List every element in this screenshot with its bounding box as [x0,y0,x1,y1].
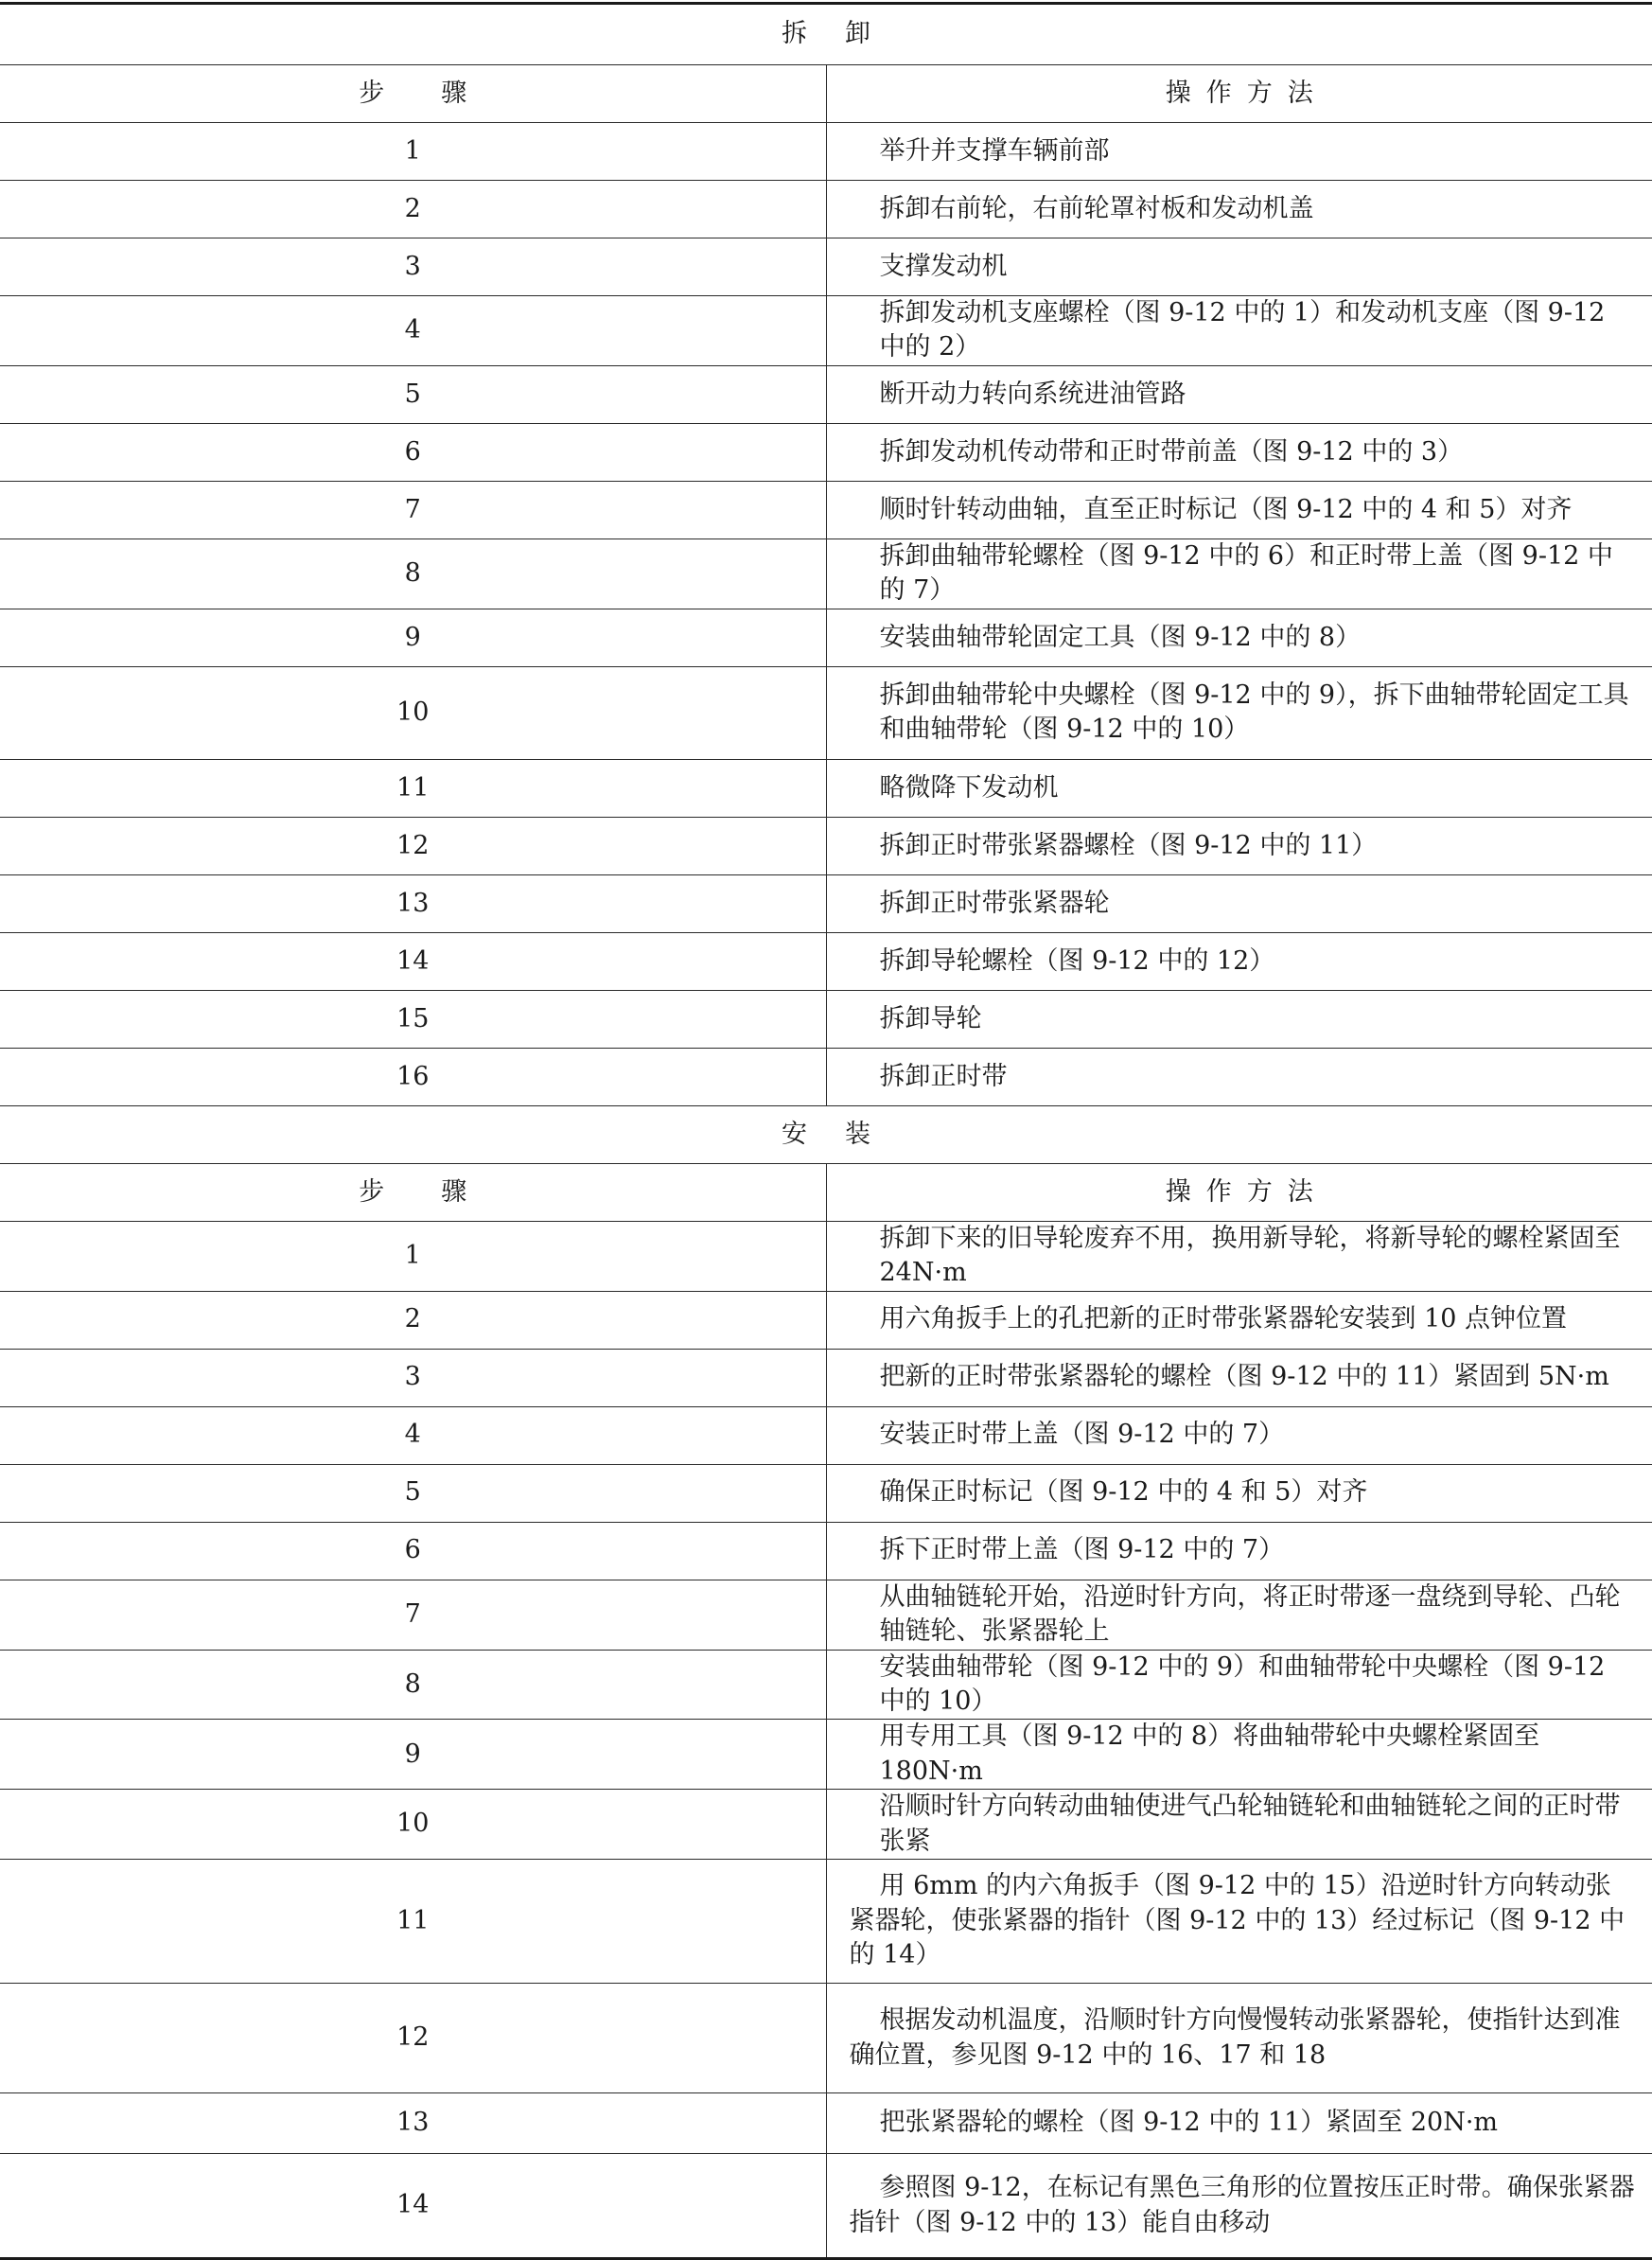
step-number: 1 [0,123,826,181]
table-row [0,609,1652,666]
step-text: 用 6mm 的内六角扳手（图 9-12 中的 15）沿逆时针方向转动张紧器轮，使张紧器的指针（图 9-12 中的 13）经过标记（图 9-12 中的 14） [826,1860,1652,1984]
table-row [0,2093,1652,2154]
procedure-table [0,2,1652,2260]
table-row [0,1464,1652,1522]
method-column-header: 操作方法 [826,1163,1652,1221]
section-title-installation: 安装 [0,1105,1652,1163]
step-number: 3 [0,238,826,296]
step-number: 12 [0,1984,826,2093]
step-number: 2 [0,181,826,238]
table-row [0,423,1652,481]
step-number: 9 [0,609,826,666]
step-text: 断开动力转向系统进油管路 [826,365,1652,423]
table-row [0,1406,1652,1464]
step-number: 14 [0,932,826,990]
table-row [0,539,1652,609]
table-row [0,759,1652,817]
step-number: 2 [0,1291,826,1349]
step-number: 12 [0,817,826,874]
step-text: 拆卸正时带张紧器轮 [826,874,1652,932]
table-row [0,666,1652,759]
table-row [0,481,1652,539]
step-text: 拆卸发动机传动带和正时带前盖（图 9-12 中的 3） [826,423,1652,481]
step-column-header: 步骤 [0,1163,826,1221]
step-number: 11 [0,1860,826,1984]
step-number: 7 [0,1580,826,1650]
step-number: 11 [0,759,826,817]
table-row [0,1221,1652,1291]
table-row [0,1860,1652,1984]
section-row-removal [0,4,1652,65]
table-row [0,1048,1652,1105]
table-row [0,238,1652,296]
step-text: 拆卸正时带张紧器螺栓（图 9-12 中的 11） [826,817,1652,874]
step-text: 把张紧器轮的螺栓（图 9-12 中的 11）紧固至 20N·m [826,2093,1652,2154]
step-number: 6 [0,1522,826,1580]
section-row-installation [0,1105,1652,1163]
step-text: 参照图 9-12，在标记有黑色三角形的位置按压正时带。确保张紧器指针（图 9-12 中的 13）能自由移动 [826,2154,1652,2259]
table-row [0,1522,1652,1580]
table-row [0,1349,1652,1406]
table-row [0,1790,1652,1860]
section-title-removal: 拆卸 [0,4,1652,65]
step-number: 7 [0,481,826,539]
step-text: 安装曲轴带轮（图 9-12 中的 9）和曲轴带轮中央螺栓（图 9-12 中的 10） [826,1650,1652,1720]
table-row [0,874,1652,932]
table-row [0,2154,1652,2259]
step-number: 10 [0,666,826,759]
step-text: 确保正时标记（图 9-12 中的 4 和 5）对齐 [826,1464,1652,1522]
step-text: 拆卸曲轴带轮螺栓（图 9-12 中的 6）和正时带上盖（图 9-12 中的 7） [826,539,1652,609]
step-text: 沿顺时针方向转动曲轴使进气凸轮轴链轮和曲轴链轮之间的正时带张紧 [826,1790,1652,1860]
step-text: 支撑发动机 [826,238,1652,296]
table-row [0,123,1652,181]
table-row [0,1720,1652,1790]
table-row [0,1291,1652,1349]
step-number: 4 [0,1406,826,1464]
step-text: 拆卸下来的旧导轮废弃不用，换用新导轮，将新导轮的螺栓紧固至 24N·m [826,1221,1652,1291]
step-text: 拆卸曲轴带轮中央螺栓（图 9-12 中的 9），拆下曲轴带轮固定工具和曲轴带轮（图 9-12 中的 10） [826,666,1652,759]
step-text: 拆下正时带上盖（图 9-12 中的 7） [826,1522,1652,1580]
step-text: 从曲轴链轮开始，沿逆时针方向，将正时带逐一盘绕到导轮、凸轮轴链轮、张紧器轮上 [826,1580,1652,1650]
step-text: 用六角扳手上的孔把新的正时带张紧器轮安装到 10 点钟位置 [826,1291,1652,1349]
step-text: 拆卸导轮螺栓（图 9-12 中的 12） [826,932,1652,990]
header-row-removal [0,65,1652,123]
step-number: 15 [0,990,826,1048]
table-row [0,1650,1652,1720]
step-text: 安装曲轴带轮固定工具（图 9-12 中的 8） [826,609,1652,666]
step-text: 把新的正时带张紧器轮的螺栓（图 9-12 中的 11）紧固到 5N·m [826,1349,1652,1406]
table-row [0,365,1652,423]
method-column-header: 操作方法 [826,65,1652,123]
step-number: 16 [0,1048,826,1105]
table-row [0,296,1652,366]
step-number: 14 [0,2154,826,2259]
step-text: 根据发动机温度，沿顺时针方向慢慢转动张紧器轮，使指针达到准确位置，参见图 9-12 中的 16、17 和 18 [826,1984,1652,2093]
header-row-installation [0,1163,1652,1221]
table-row [0,932,1652,990]
step-number: 5 [0,1464,826,1522]
step-text: 举升并支撑车辆前部 [826,123,1652,181]
table-row [0,817,1652,874]
step-number: 13 [0,874,826,932]
step-number: 1 [0,1221,826,1291]
step-text: 用专用工具（图 9-12 中的 8）将曲轴带轮中央螺栓紧固至 180N·m [826,1720,1652,1790]
step-number: 8 [0,539,826,609]
step-number: 3 [0,1349,826,1406]
step-text: 略微降下发动机 [826,759,1652,817]
step-text: 拆卸正时带 [826,1048,1652,1105]
step-text: 安装正时带上盖（图 9-12 中的 7） [826,1406,1652,1464]
step-number: 13 [0,2093,826,2154]
table-row [0,990,1652,1048]
step-text: 顺时针转动曲轴，直至正时标记（图 9-12 中的 4 和 5）对齐 [826,481,1652,539]
step-number: 10 [0,1790,826,1860]
table-row [0,181,1652,238]
step-text: 拆卸导轮 [826,990,1652,1048]
step-text: 拆卸右前轮，右前轮罩衬板和发动机盖 [826,181,1652,238]
table-row [0,1580,1652,1650]
step-number: 6 [0,423,826,481]
table-row [0,1984,1652,2093]
step-number: 5 [0,365,826,423]
step-text: 拆卸发动机支座螺栓（图 9-12 中的 1）和发动机支座（图 9-12 中的 2） [826,296,1652,366]
step-number: 9 [0,1720,826,1790]
step-number: 8 [0,1650,826,1720]
step-number: 4 [0,296,826,366]
step-column-header: 步骤 [0,65,826,123]
